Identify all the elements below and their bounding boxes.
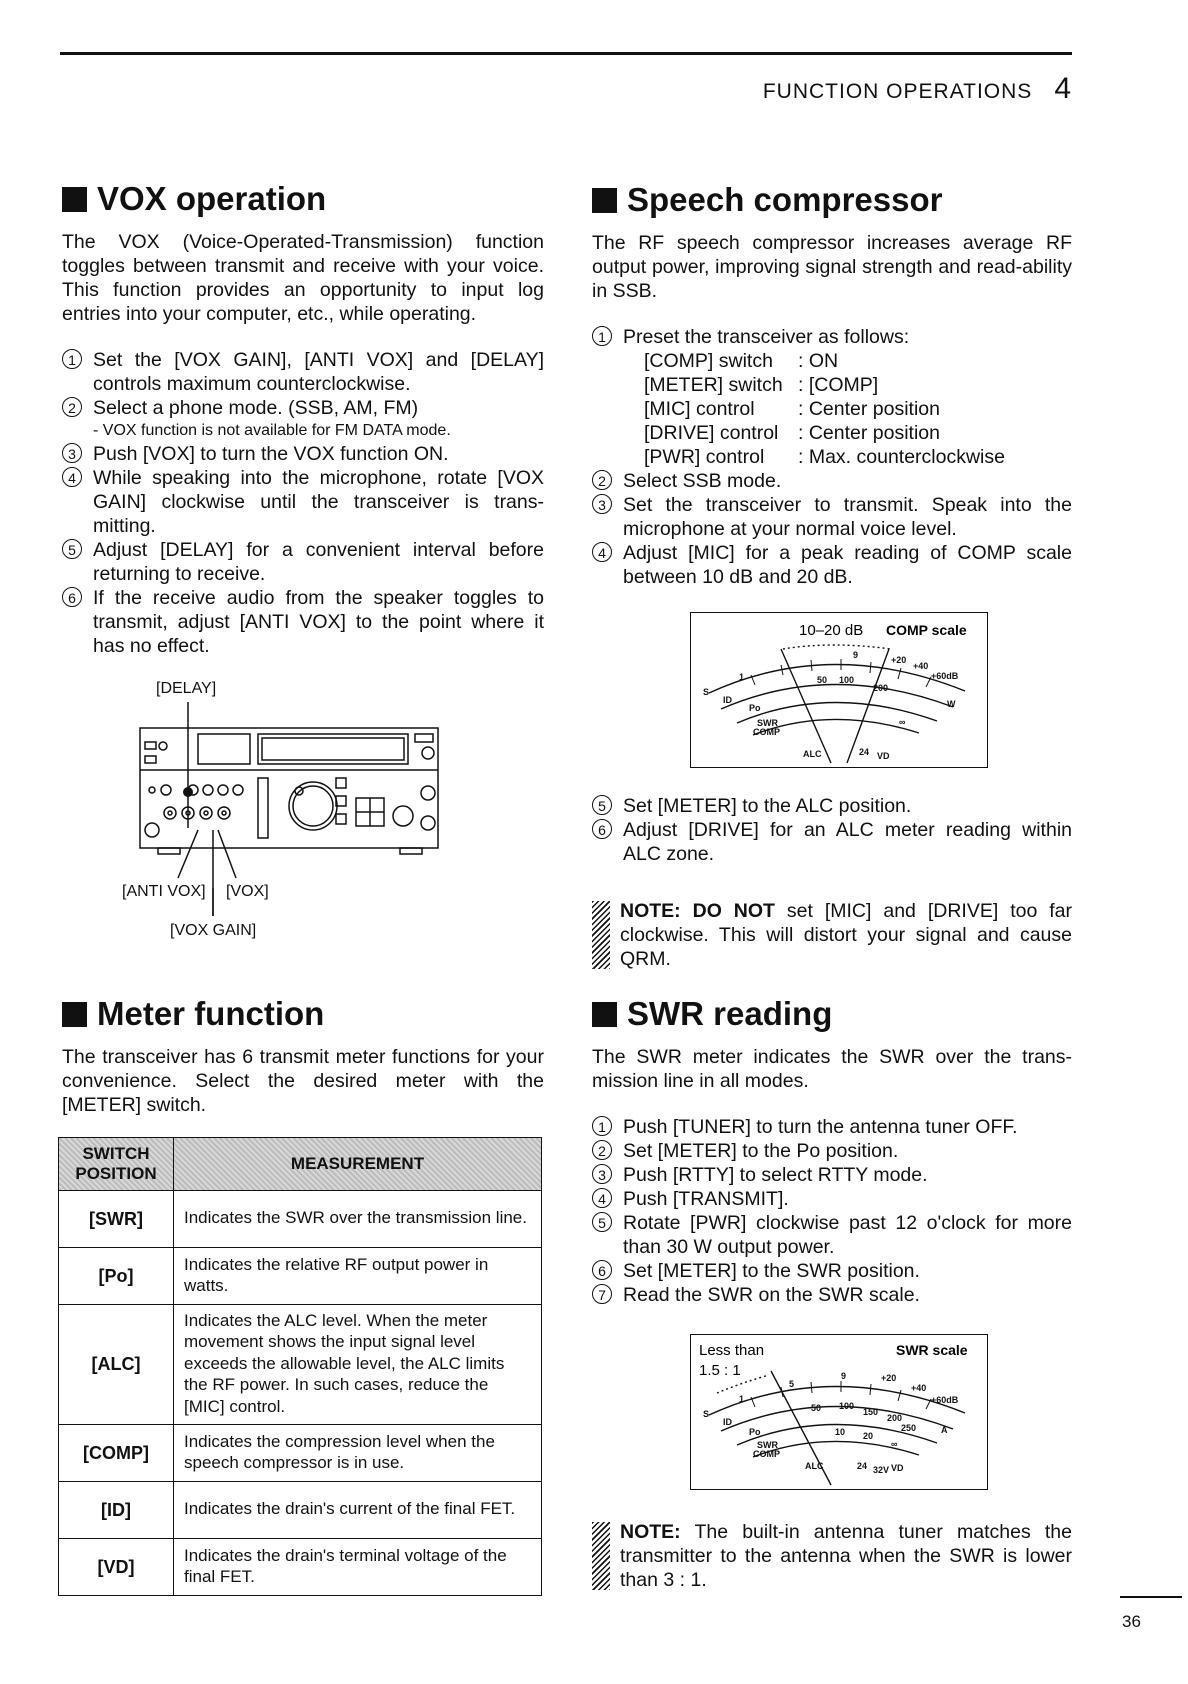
step-3-icon: 3	[592, 1164, 612, 1184]
list-item: 5 Adjust [DELAY] for a convenient interval before returning to receive.	[62, 538, 544, 586]
svg-text:+40: +40	[911, 1383, 927, 1393]
step-2-icon: 2	[592, 470, 612, 490]
meter-function-intro: The transceiver has 6 transmit meter functions for your convenience. Select the desired meter with the [METER] switch.	[62, 1046, 544, 1116]
comp-meter-figure	[690, 612, 988, 768]
step-4-icon: 4	[592, 1188, 612, 1208]
vox-section	[62, 180, 544, 658]
svg-text:W: W	[947, 699, 956, 709]
list-item: 4 Adjust [MIC] for a peak reading of COMP scale between 10 dB and 20 dB.	[592, 541, 1072, 589]
step-4-icon: 4	[62, 467, 82, 487]
vox-steps	[62, 348, 544, 658]
svg-text:+20: +20	[881, 1373, 897, 1383]
list-item: 4 Push [TRANSMIT].	[592, 1187, 1072, 1211]
step-7-icon: 7	[592, 1284, 612, 1304]
step-6-icon: 6	[592, 1260, 612, 1280]
vox-label: [VOX]	[226, 883, 269, 900]
svg-text:SWR: SWR	[757, 718, 778, 728]
list-item: 1 Preset the transceiver as follows: [COMP] switch : ON [METER] switch : [COMP] [MIC] control : Center position [DRIVE] control : Center position [PWR] control : Max. counterclockwise	[592, 325, 1072, 469]
step-1-icon: 1	[592, 326, 612, 346]
svg-text:250: 250	[901, 1423, 917, 1433]
svg-text:+40: +40	[913, 661, 929, 671]
swr-heading: SWR reading	[592, 995, 1072, 1033]
step-6-icon: 6	[592, 819, 612, 839]
svg-text:24: 24	[857, 1461, 868, 1471]
preset-table: [COMP] switch : ON [METER] switch : [COMP] [MIC] control : Center position [DRIVE] control : Center position [PWR] control : Max. counterclockwise	[644, 350, 1005, 468]
list-item: 7 Read the SWR on the SWR scale.	[592, 1283, 1072, 1307]
svg-text:S: S	[703, 1409, 710, 1419]
page-number: 36	[1122, 1612, 1141, 1631]
step-1-icon: 1	[62, 349, 82, 369]
step-6-icon: 6	[62, 587, 82, 607]
note-hatch-icon	[592, 901, 610, 969]
svg-text:9: 9	[853, 650, 859, 660]
comp-meter-icon	[691, 613, 987, 767]
swr-meter-icon	[691, 1335, 987, 1489]
svg-text:1: 1	[739, 672, 745, 682]
svg-text:ID: ID	[723, 1417, 732, 1427]
svg-text:200: 200	[887, 1413, 903, 1423]
switch-position-header: SWITCH POSITION	[59, 1138, 174, 1191]
svg-text:32V: 32V	[873, 1465, 890, 1475]
meter-function-heading: Meter function	[62, 995, 544, 1033]
list-item: 2 Set [METER] to the Po position.	[592, 1139, 1072, 1163]
swr-note-block	[592, 1520, 1072, 1592]
section-title: FUNCTION OPERATIONS	[762, 80, 1033, 103]
list-item: 6 Set [METER] to the SWR position.	[592, 1259, 1072, 1283]
table-row: [SWR] Indicates the SWR over the transmission line.	[59, 1191, 542, 1248]
list-item: 5 Rotate [PWR] clockwise past 12 o'clock for more than 30 W output power.	[592, 1211, 1072, 1259]
swr-section	[592, 995, 1072, 1307]
swr-note: NOTE: The built-in antenna tuner matches the transmitter to the antenna when the SWR is lower than 3 : 1.	[592, 1520, 1072, 1592]
list-item: 6 If the receive audio from the speaker toggles to transmit, adjust [ANTI VOX] to the point where it has no effect.	[62, 586, 544, 658]
svg-text:100: 100	[839, 1401, 855, 1411]
heading-square-icon	[592, 188, 617, 213]
transceiver-front-panel-icon	[118, 678, 478, 938]
svg-text:50: 50	[817, 675, 828, 685]
svg-text:SWR scale: SWR scale	[896, 1342, 968, 1358]
svg-text:∞: ∞	[891, 1439, 898, 1449]
list-item: 2 Select a phone mode. (SSB, AM, FM) - VOX function is not available for FM DATA mode.	[62, 396, 544, 442]
page-number-rule	[1120, 1596, 1182, 1598]
vox-gain-label: [VOX GAIN]	[170, 922, 257, 939]
vox-fm-data-note: - VOX function is not available for FM DATA mode.	[93, 422, 451, 439]
svg-text:COMP: COMP	[753, 1449, 780, 1459]
svg-text:200: 200	[873, 683, 889, 693]
delay-label: [DELAY]	[156, 680, 217, 697]
step-3-icon: 3	[592, 494, 612, 514]
chapter-number: 4	[1054, 72, 1072, 105]
list-item: 3 Push [RTTY] to select RTTY mode.	[592, 1163, 1072, 1187]
svg-text:1.5 : 1: 1.5 : 1	[699, 1362, 741, 1379]
note-hatch-icon	[592, 1522, 610, 1590]
svg-text:10: 10	[835, 1427, 846, 1437]
list-item: 3 Push [VOX] to turn the VOX function ON.	[62, 442, 544, 466]
svg-text:1: 1	[739, 1394, 745, 1404]
step-5-icon: 5	[592, 795, 612, 815]
step-5-icon: 5	[62, 539, 82, 559]
svg-text:9: 9	[841, 1371, 847, 1381]
table-row: [ID] Indicates the drain's current of the final FET.	[59, 1482, 542, 1539]
speech-steps	[592, 325, 1072, 589]
meter-function-section	[62, 995, 544, 1117]
svg-text:100: 100	[839, 675, 855, 685]
table-row: [COMP] Indicates the compression level when the speech compressor is in use.	[59, 1425, 542, 1482]
svg-text:20: 20	[863, 1431, 874, 1441]
meter-function-table	[58, 1137, 542, 1596]
svg-text:A: A	[941, 1425, 948, 1435]
svg-text:VD: VD	[877, 751, 890, 761]
step-5-icon: 5	[592, 1212, 612, 1232]
heading-square-icon	[62, 187, 87, 212]
anti-vox-label: [ANTI VOX]	[122, 883, 206, 900]
running-header	[763, 72, 1072, 106]
swr-intro: The SWR meter indicates the SWR over the trans-mission line in all modes.	[592, 1046, 1072, 1092]
step-2-icon: 2	[592, 1140, 612, 1160]
list-item: 6 Adjust [DRIVE] for an ALC meter reading within ALC zone.	[592, 818, 1072, 866]
svg-text:+60dB: +60dB	[931, 671, 959, 681]
speech-compressor-heading: Speech compressor	[592, 181, 1072, 219]
svg-text:SWR: SWR	[757, 1440, 778, 1450]
table-row: [VD] Indicates the drain's terminal voltage of the final FET.	[59, 1539, 542, 1596]
step-4-icon: 4	[592, 542, 612, 562]
svg-text:Po: Po	[749, 703, 761, 713]
speech-intro: The RF speech compressor increases average RF output power, improving signal strength and read-ability in SSB.	[592, 232, 1072, 302]
transceiver-figure	[118, 678, 478, 938]
svg-text:VD: VD	[891, 1463, 904, 1473]
step-2-icon: 2	[62, 397, 82, 417]
list-item: 5 Set [METER] to the ALC position.	[592, 794, 1072, 818]
svg-text:10–20 dB: 10–20 dB	[799, 622, 864, 639]
speech-note: NOTE: DO NOT set [MIC] and [DRIVE] too far clockwise. This will distort your signal and cause QRM.	[592, 899, 1072, 971]
svg-text:ID: ID	[723, 695, 732, 705]
list-item: 1 Set the [VOX GAIN], [ANTI VOX] and [DELAY] controls maximum counterclockwise.	[62, 348, 544, 396]
heading-square-icon	[592, 1002, 617, 1027]
list-item: 1 Push [TUNER] to turn the antenna tuner OFF.	[592, 1115, 1072, 1139]
svg-text:5: 5	[789, 1379, 795, 1389]
svg-text:S: S	[703, 687, 710, 697]
table-header-row	[59, 1138, 542, 1191]
svg-text:50: 50	[811, 1403, 822, 1413]
speech-steps-b	[592, 794, 1072, 866]
vox-heading: VOX operation	[62, 180, 544, 218]
swr-meter-figure	[690, 1334, 988, 1490]
svg-text:24: 24	[859, 747, 870, 757]
svg-text:+60dB: +60dB	[931, 1395, 959, 1405]
swr-steps	[592, 1115, 1072, 1307]
list-item: 2 Select SSB mode.	[592, 469, 1072, 493]
step-1-icon: 1	[592, 1116, 612, 1136]
svg-text:∞: ∞	[899, 717, 906, 727]
svg-text:Po: Po	[749, 1427, 761, 1437]
svg-text:ALC: ALC	[805, 1461, 824, 1471]
svg-text:150: 150	[863, 1407, 879, 1417]
heading-square-icon	[62, 1002, 87, 1027]
list-item: 4 While speaking into the microphone, rotate [VOX GAIN] clockwise until the transceiver is trans-mitting.	[62, 466, 544, 538]
speech-compressor-section	[592, 181, 1072, 589]
speech-compressor-continued	[592, 794, 1072, 971]
svg-text:COMP scale: COMP scale	[886, 622, 967, 638]
svg-text:COMP: COMP	[753, 727, 780, 737]
step-3-icon: 3	[62, 443, 82, 463]
vox-intro: The VOX (Voice-Operated-Transmission) function toggles between transmit and receive with your voice. This function provides an opportunity to input log entries into your computer, etc., while operating.	[62, 231, 544, 325]
header-rule	[60, 52, 1072, 55]
table-row: [Po] Indicates the relative RF output power in watts.	[59, 1248, 542, 1305]
svg-text:Less than: Less than	[699, 1342, 765, 1359]
table-row: [ALC] Indicates the ALC level. When the meter movement shows the input signal level exceeds the allowable level, the ALC limits the RF power. In such cases, reduce the [MIC] control.	[59, 1305, 542, 1425]
svg-text:+20: +20	[891, 655, 907, 665]
svg-text:ALC: ALC	[803, 749, 822, 759]
list-item: 3 Set the transceiver to transmit. Speak into the microphone at your normal voice level.	[592, 493, 1072, 541]
measurement-header: MEASUREMENT	[174, 1138, 542, 1191]
